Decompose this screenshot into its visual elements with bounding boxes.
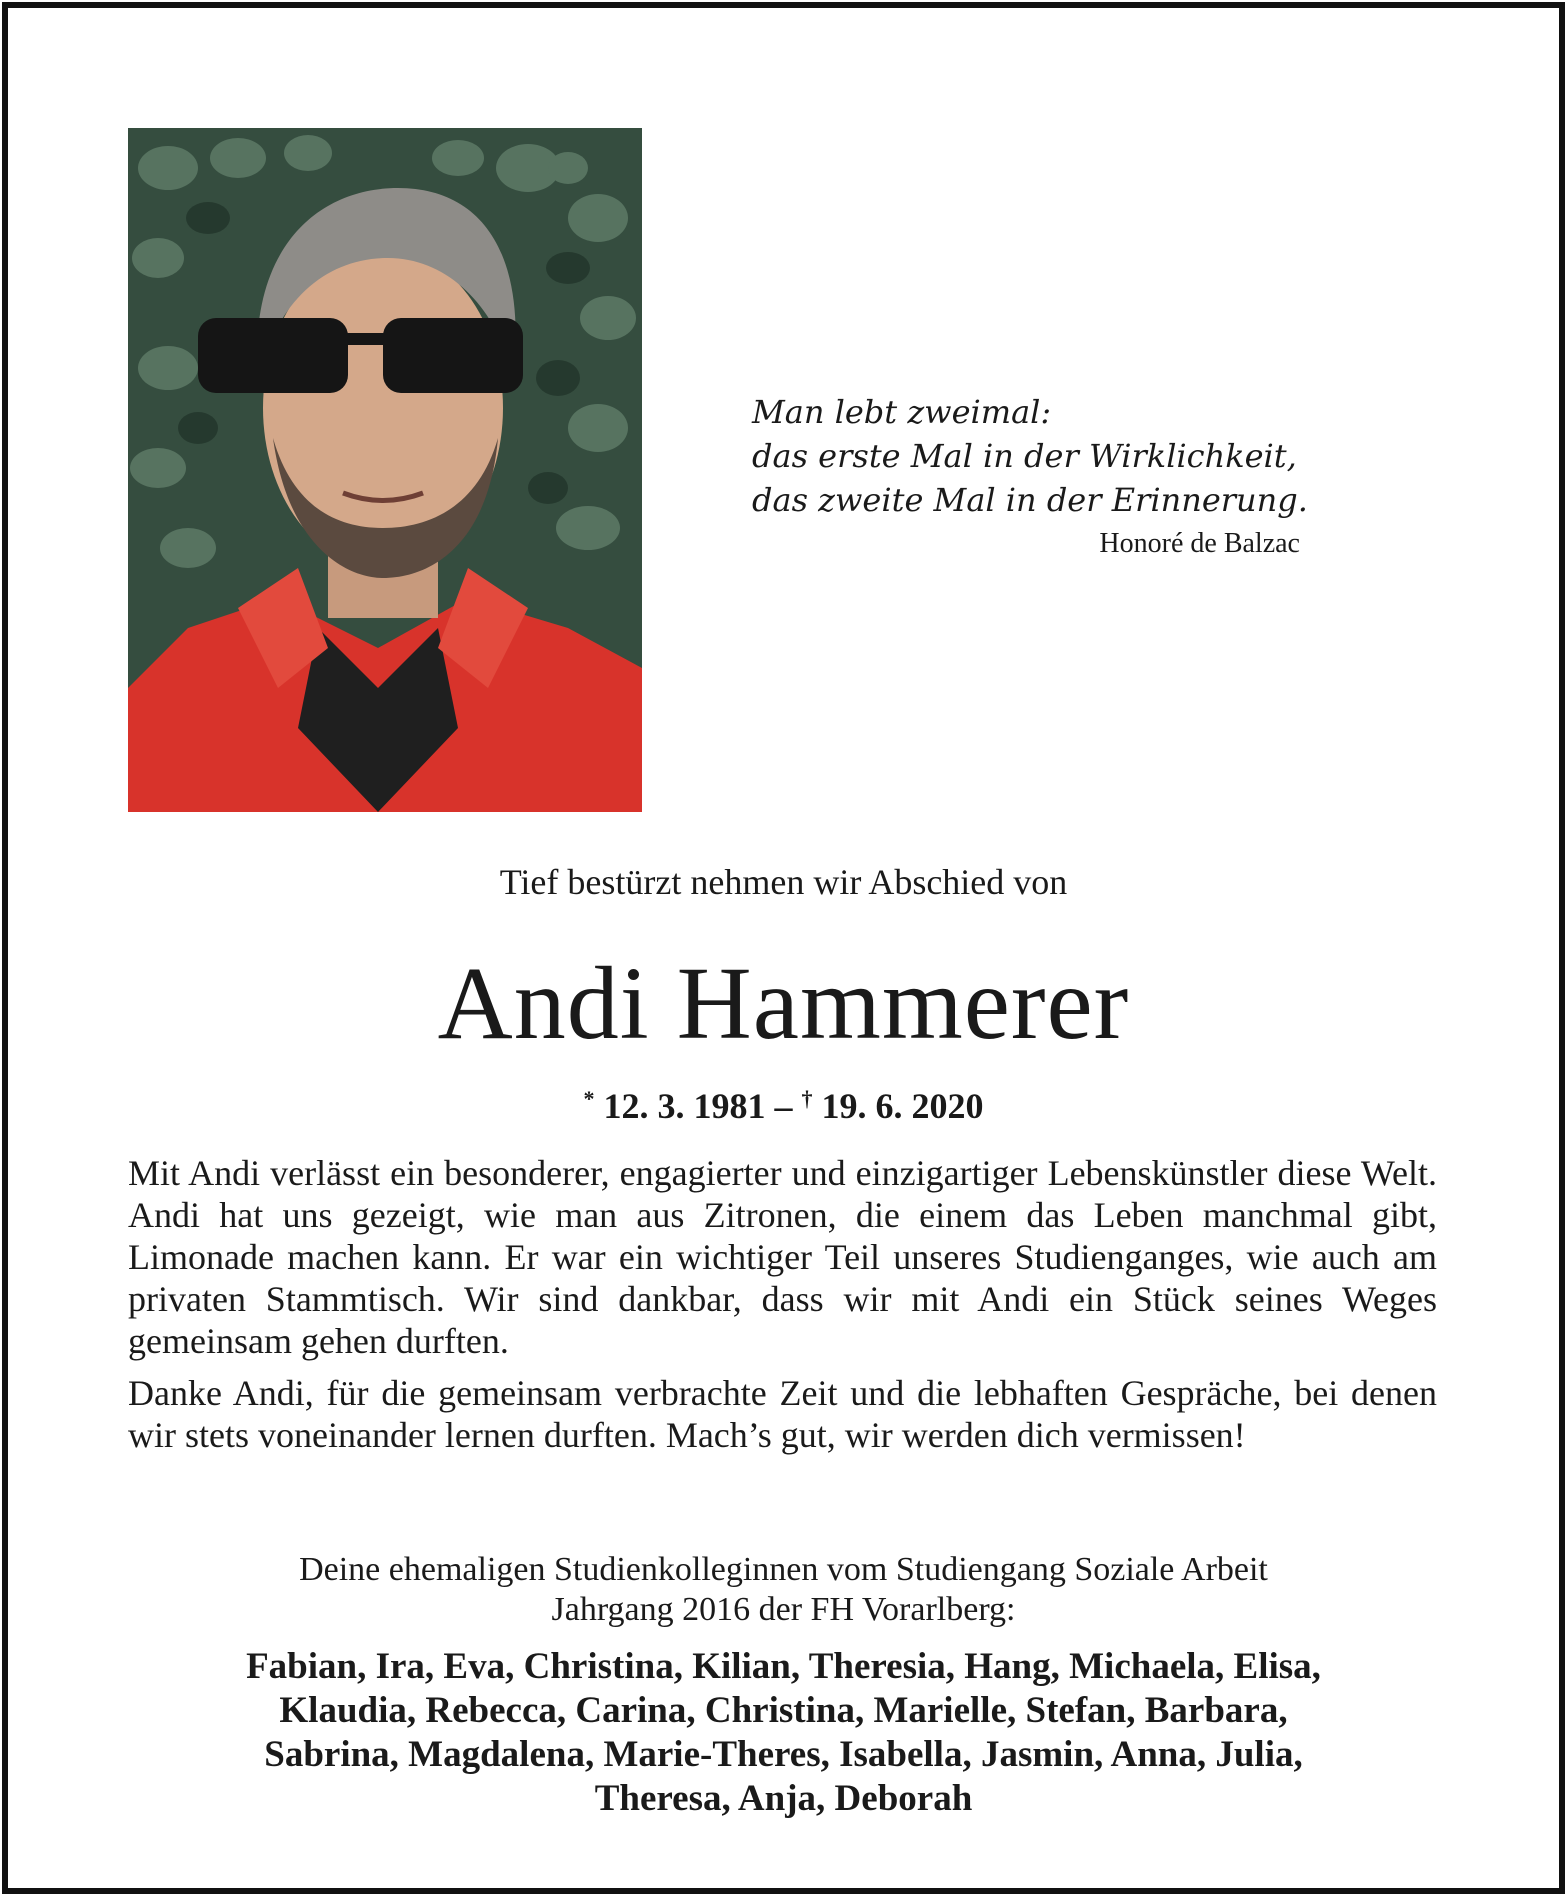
quote-block xyxy=(752,390,1312,560)
quote-line: das erste Mal in der Wirklichkeit, xyxy=(752,437,1297,475)
signature-line: Deine ehemaligen Studienkolleginnen vom Studiengang Soziale Arbeit xyxy=(299,1551,1268,1588)
signature-line: Jahrgang 2016 der FH Vorarlberg: xyxy=(551,1591,1016,1628)
birth-symbol: * xyxy=(583,1086,595,1111)
quote-line: das zweite Mal in der Erinnerung. xyxy=(752,481,1308,519)
intro-text: Tief bestürzt nehmen wir Abschied von xyxy=(499,862,1068,902)
quote-line: Man lebt zweimal: xyxy=(752,393,1052,431)
names-line: Sabrina, Magdalena, Marie-Theres, Isabella, Jasmin, Anna, Julia, xyxy=(264,1734,1303,1775)
deceased-name: Andi Hammerer xyxy=(437,946,1130,1061)
names-line: Fabian, Ira, Eva, Christina, Kilian, Theresia, Hang, Michaela, Elisa, xyxy=(246,1646,1321,1687)
life-dates xyxy=(0,1077,1567,1128)
names-line: Klaudia, Rebecca, Carina, Christina, Marielle, Stefan, Barbara, xyxy=(279,1690,1288,1731)
body-paragraph: Danke Andi, für die gemeinsam verbrachte Zeit und die lebhaften Gespräche, bei denen wir stets voneinander lernen durften. Mach’s gut, wir werden dich vermissen! xyxy=(128,1373,1437,1455)
names-list xyxy=(0,1645,1567,1821)
names-line: Theresa, Anja, Deborah xyxy=(594,1778,973,1819)
body-paragraph: Mit Andi verlässt ein besonderer, engagierter und einzigartiger Lebenskünstler diese Welt. Andi hat uns gezeigt, wie man aus Zitronen, die einem das Leben manchmal gibt, Limonade machen kann. Er war ein wichtiger Teil unseres Studienganges, wie auch am privaten Stammtisch. Wir sind dankbar, dass wir mit Andi ein Stück seines Weges gemeinsam gehen durften. xyxy=(128,1153,1437,1361)
date-separator: – xyxy=(765,1086,802,1126)
signature xyxy=(0,1550,1567,1630)
portrait-photo xyxy=(128,128,642,812)
death-date: 19. 6. 2020 xyxy=(821,1086,984,1126)
death-symbol: † xyxy=(801,1086,813,1111)
body-text xyxy=(128,1152,1437,1466)
birth-date: 12. 3. 1981 xyxy=(603,1086,766,1126)
quote-author: Honoré de Balzac xyxy=(1099,528,1300,559)
